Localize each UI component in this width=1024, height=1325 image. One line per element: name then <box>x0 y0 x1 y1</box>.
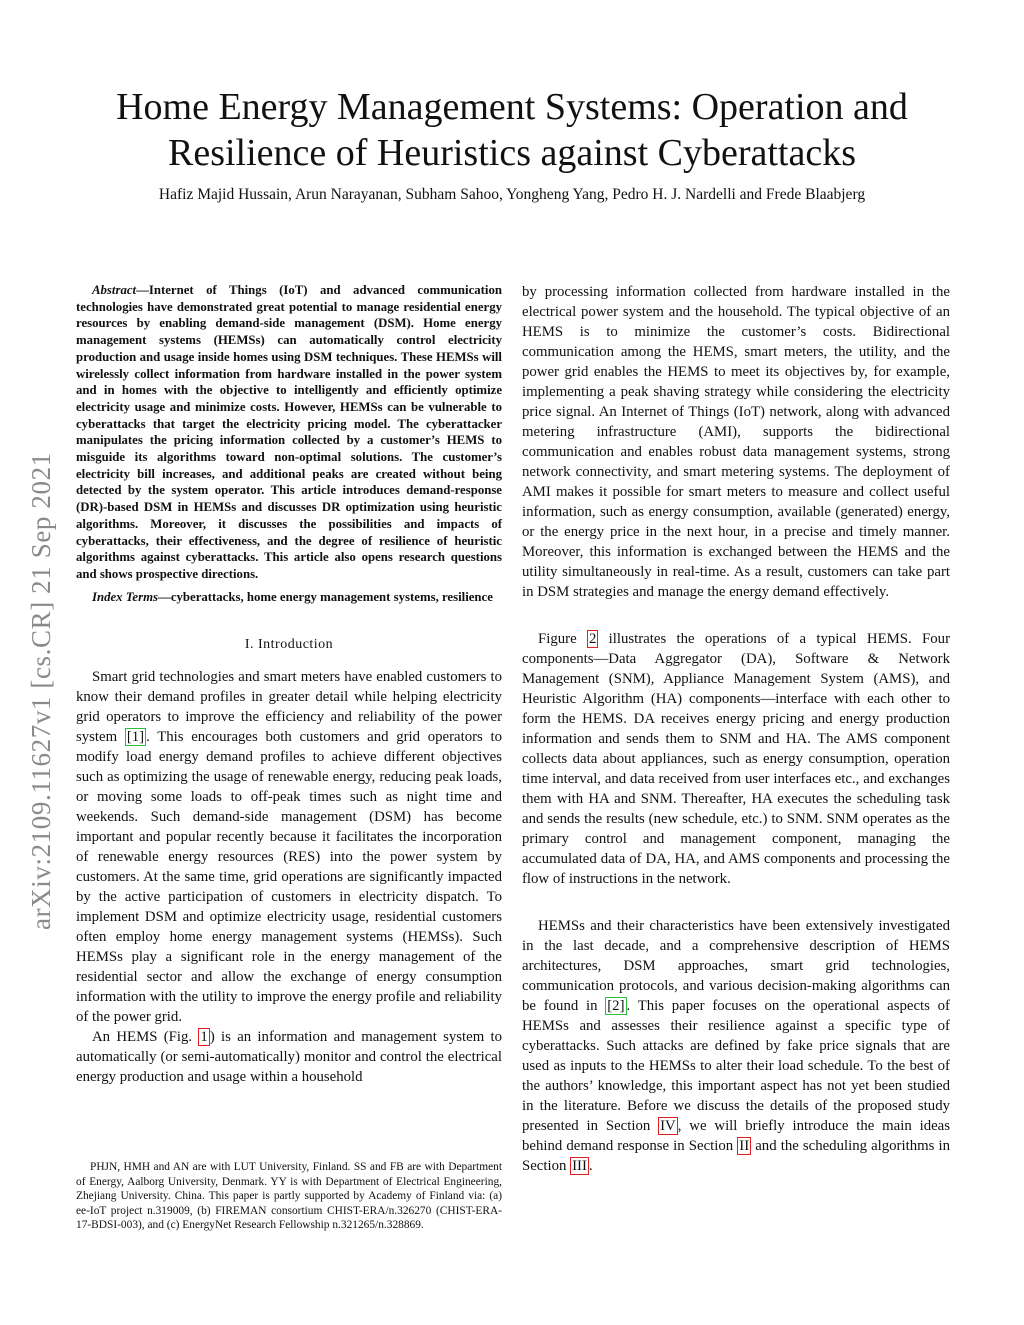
body-paragraph-figure-2: Figure 2 illustrates the operations of a typical HEMS. Four components—Data Aggregator (DA), Software & Network Management (SNM), Appliance Management System (AMS), and Heuristic Algorithm (HA) components—interface with each other to form the HEMS. DA receives energy pricing and energy production information and sends them to SNM and HA. The AMS component collects data about appliances, such as energy consumption, operation time interval, and data received from user interfaces etc., and exchanges them with HA and SNM. Thereafter, HA executes the scheduling task and sends the results (new schedule, etc.) to SNM. SNM operates as the primary control and management component, managing the accumulated data of DA, HA, and AMS components and processing the flow of instructions in the network. <box>522 631 950 887</box>
section-heading-introduction: I. Introduction <box>244 637 334 653</box>
title-line-2: Resilience of Heuristics against Cyberattacks <box>167 132 856 174</box>
section-link-ii[interactable]: II <box>739 1138 750 1154</box>
index-terms-text: —cyberattacks, home energy management systems, resilience <box>158 589 493 604</box>
citation-link-1[interactable]: [1] <box>126 729 145 746</box>
abstract-text: —Internet of Things (IoT) and advanced communication technologies have demonstrated great potential to manage residential energy resources by enabling demand-side management (DSM). Home energy management systems (HEMSs) can automatically control electricity production and usage inside homes using DSM techniques. These HEMSs will wirelessly collect information from hardware installed in the power system and in homes with the objective to intelligently and efficiently optimize electricity usage and minimize costs. However, HEMSs can be vulnerable to cyberattacks that target the electricity pricing model. The cyberattacker manipulates the pricing information collected by a customer’s HEMS to misguide its algorithms toward non-optimal solutions. The customer’s electricity bill increases, and additional peaks are created without being detected by the system operator. This article introduces demand-response (DR)-based DSM in HEMSs and discusses DR optimization using heuristic algorithms. Moreover, it discusses the possibilities and impacts of cyberattacks, their effectiveness, and the degree of resilience of heuristic algorithms against cyberattacks. This article also opens research questions and shows prospective directions. <box>76 283 502 581</box>
abstract <box>76 282 502 583</box>
right-column <box>522 282 950 1176</box>
body-paragraph-hems-overview: HEMSs and their characteristics have been extensively investigated in the last decade, and a comprehensive description of HEMS architectures, DSM approaches, smart grid technologies, communication protocols, and various decision-making algorithms can be found in [2] . This paper focuses on the operational aspects of HEMSs and assesses their resilience against a specific type of cyberattacks. Such attacks are defined by fake price signals that are used as inputs to the HEMSs to alter their load schedule. To the best of the authors’ knowledge, this important aspect has not yet been studied in the literature. Before we discuss the details of the proposed study presented in Section IV , we will briefly introduce the main ideas behind demand response in Section II and the scheduling algorithms in Section III . <box>522 918 950 1174</box>
left-column <box>76 282 502 1087</box>
author-list: Hafiz Majid Hussain, Arun Narayanan, Subham Sahoo, Yongheng Yang, Pedro H. J. Nardelli and Frede Blaabjerg <box>158 186 866 203</box>
affiliation-footnote <box>76 1160 502 1233</box>
figure-link-2[interactable]: 2 <box>588 631 597 647</box>
intro-paragraph-1: Smart grid technologies and smart meters have enabled customers to know their demand profiles in greater detail while helping electricity grid operators to improve the efficiency and reliability of the power system [1] . This encourages both customers and grid operators to modify load energy demand profiles to achieve different objectives such as optimizing the usage of renewable energy, reducing peak loads, or moving some loads to off-peak times such as night time and weekends. Such demand-side management (DSM) has become important and popular recently because it facilitates the incorporation of renewable energy resources (RES) into the power system by customers. At the same time, grid operations are significantly impacted by the active participation of customers in electricity dispatch. To implement DSM and optimize electricity usage, residential customers often employ home energy management systems (HEMSs). Such HEMSs play a significant role in the energy management of the residential sector and allow the exchange of energy consumption information with the utility to improve the energy profile and reliability of the power grid. <box>76 669 502 1026</box>
citation-link-2[interactable]: [2] <box>607 998 625 1014</box>
section-link-iv[interactable]: IV <box>660 1118 676 1134</box>
title-line-1: Home Energy Management Systems: Operation and <box>116 86 908 128</box>
index-terms-label: Index Terms <box>92 589 159 604</box>
index-terms <box>76 589 502 606</box>
footnote-text: PHJN, HMH and AN are with LUT University, Finland. SS and FB are with Department of Energy, Aalborg University, Denmark. YY is with Department of Electrical Engineering, Zhejiang University. China. This paper is partly supported by Academy of Finland via: (a) ee-IoT project n.319009, (b) FIREMAN consortium CHIST-ERA/n.326270 (CHIST-ERA-17-BDSI-003), and (c) EnergyNet Research Fellowship n.321265/n.328869. <box>76 1161 502 1232</box>
paper-title <box>40 84 984 176</box>
section-link-iii[interactable]: III <box>572 1158 587 1174</box>
body-paragraph-continued: by processing information collected from hardware installed in the electrical power system and the household. The typical objective of an HEMS is to minimize the customer’s costs. Bidirectional communication among the HEMS, smart meters, the utility, and the power grid enables the HEMS to meet its objectives by, for example, implementing a peak shaving strategy while considering the electricity price signal. An Internet of Things (IoT) network, along with advanced metering infrastructure (AMI), supports the bidirectional communication and enables robust data management systems, strong network connectivity, and smart metering systems. The deployment of AMI makes it possible for smart meters to measure and collect useful information, such as energy consumption, available (generated) energy, or the energy price in the next hour, in a precise and timely manner. Moreover, this information is exchanged between the HEMS and the utility simultaneously in real-time. As a result, customers can take part in DSM strategies and manage the energy demand effectively. <box>522 284 950 600</box>
intro-paragraph-2: An HEMS (Fig. 1 ) is an information and management system to automatically (or semi-automatically) monitor and control the electrical energy production and usage within a household <box>76 1029 502 1086</box>
abstract-label: Abstract <box>92 283 137 297</box>
figure-link-1[interactable]: 1 <box>200 1029 208 1046</box>
arxiv-identifier: arXiv:2109.11627v1 [cs.CR] 21 Sep 2021 <box>26 452 56 930</box>
